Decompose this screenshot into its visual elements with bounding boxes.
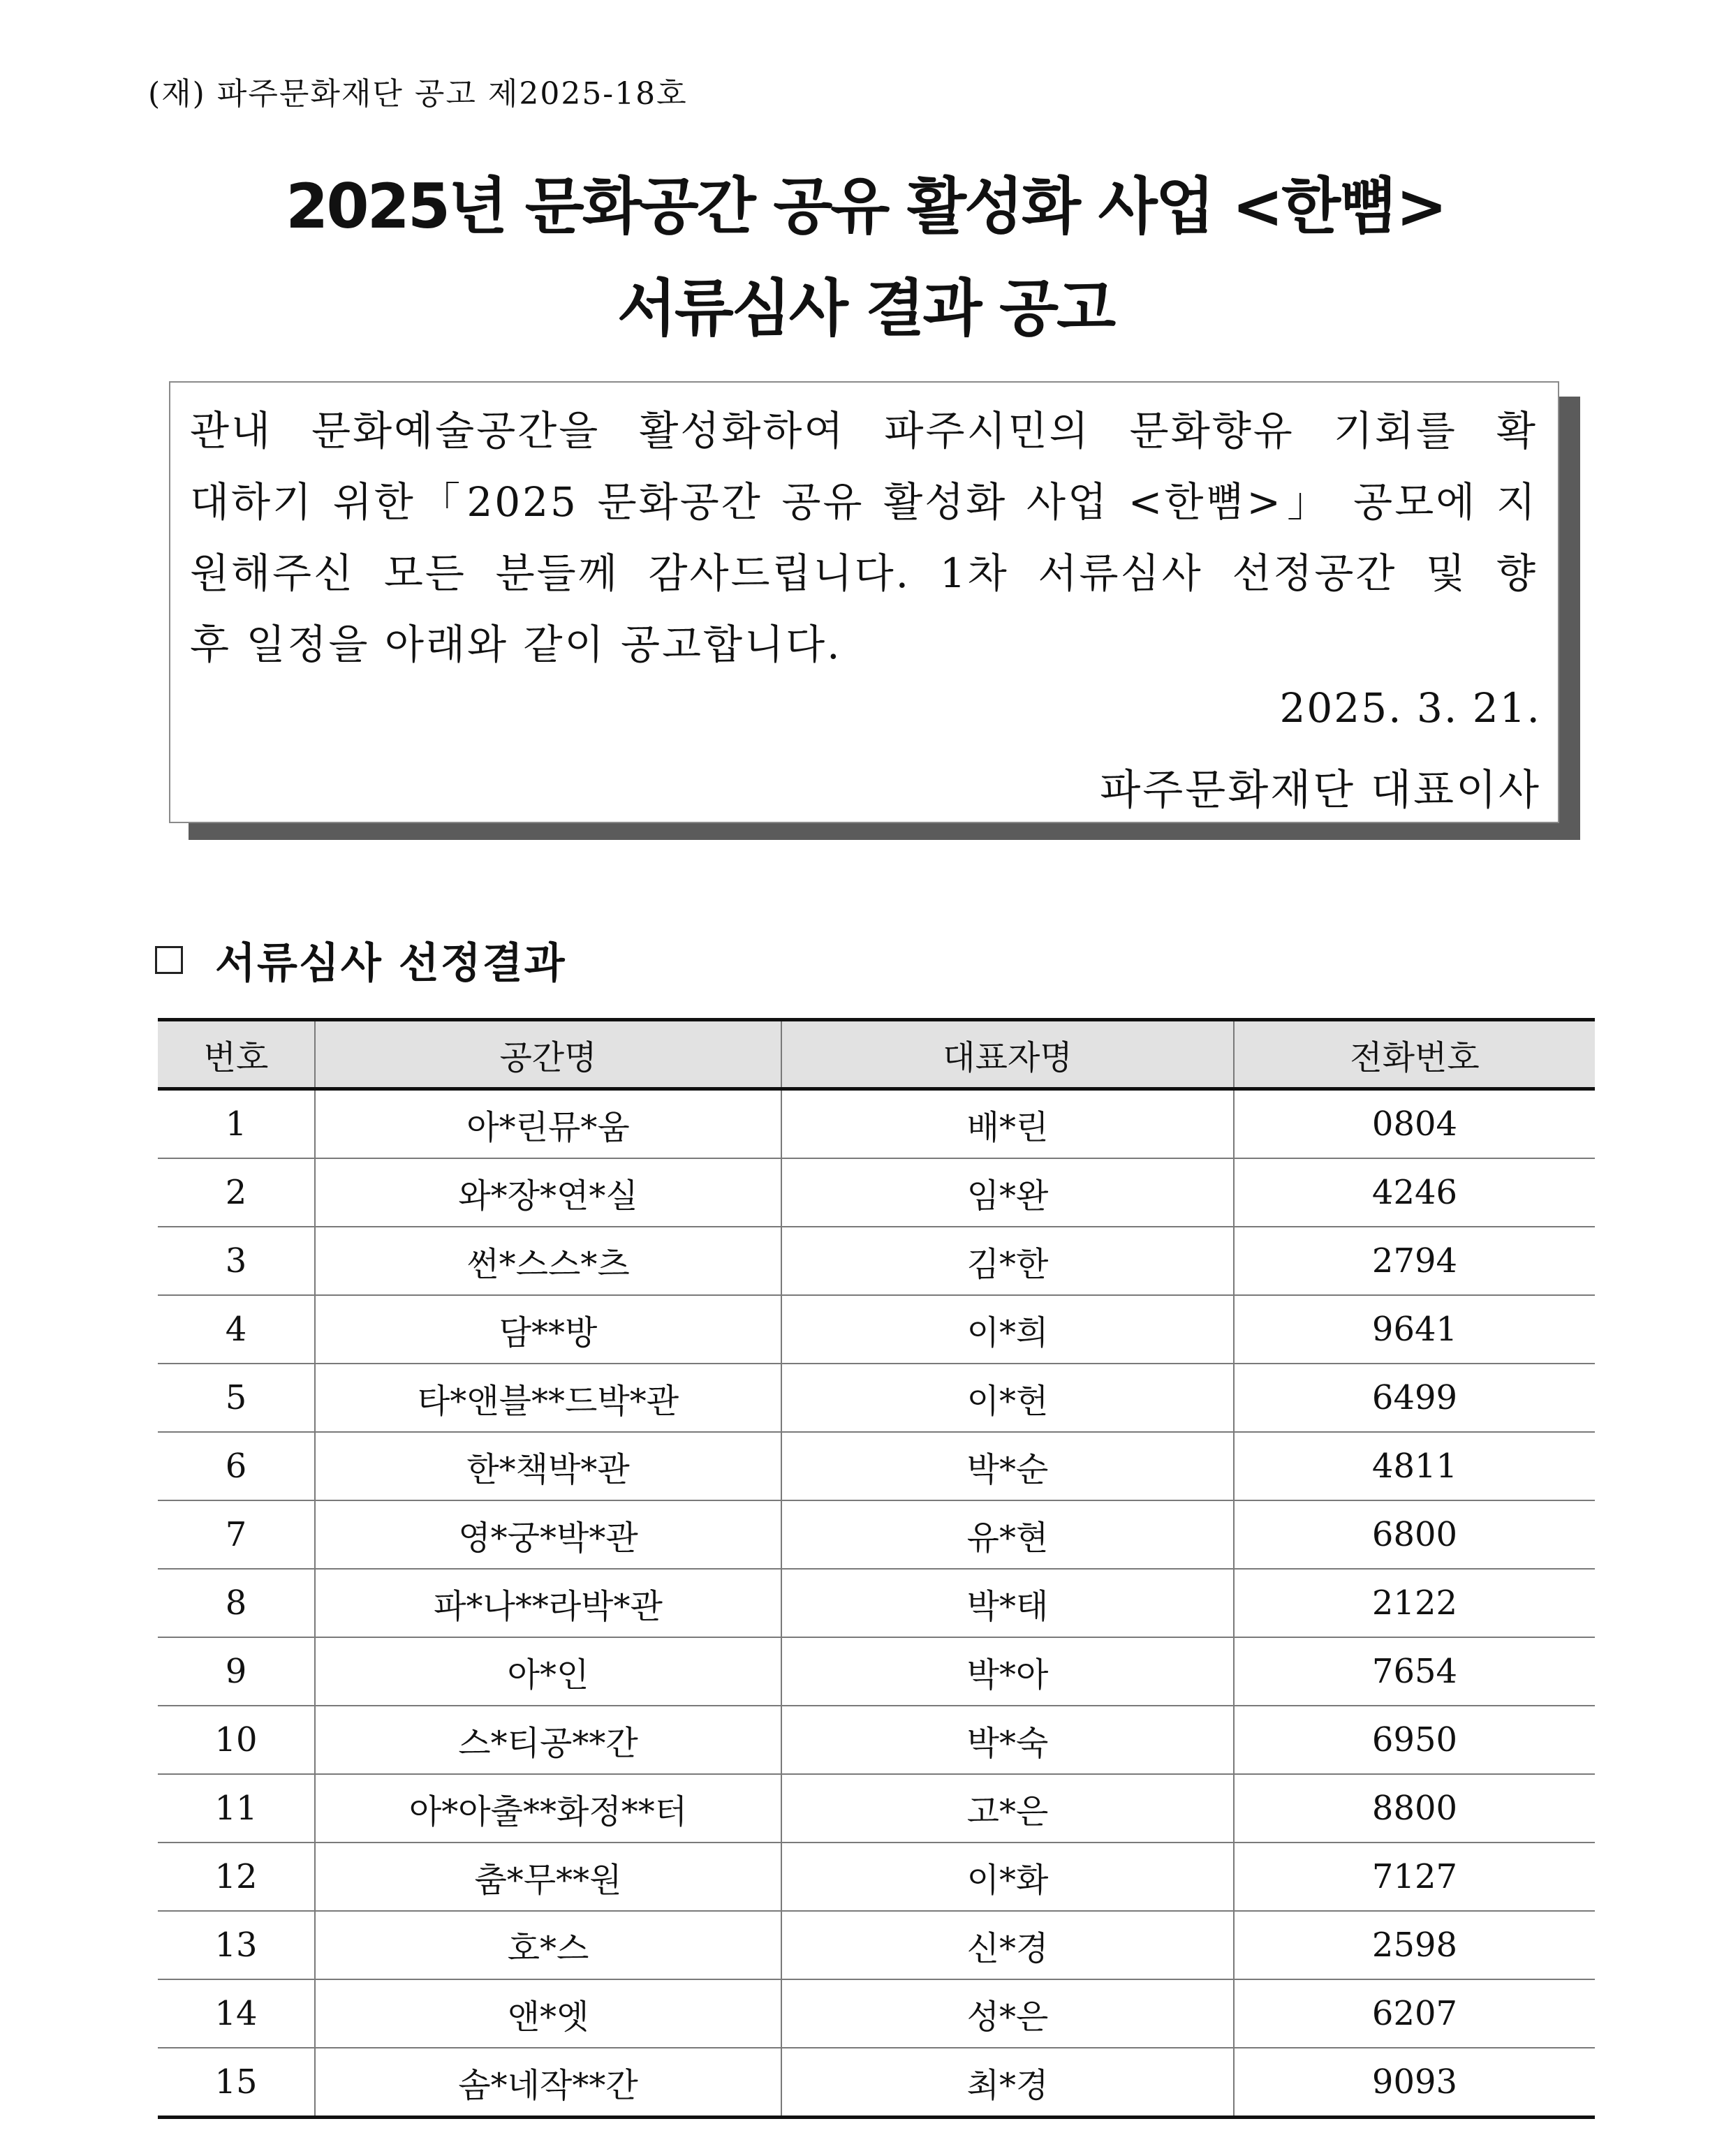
table-row [158, 1500, 1595, 1569]
table-row [158, 1637, 1595, 1706]
cell-phone: 6800 [1234, 1500, 1595, 1569]
cell-representative: 박*아 [781, 1637, 1234, 1706]
cell-space-name: 솜*네작**간 [315, 2048, 781, 2118]
intro-box [169, 381, 1559, 823]
header-space-name: 공간명 [315, 1020, 781, 1089]
cell-number: 1 [158, 1089, 315, 1159]
cell-representative: 최*경 [781, 2048, 1234, 2118]
cell-phone: 2598 [1234, 1911, 1595, 1979]
table-row [158, 1979, 1595, 2048]
section-heading [155, 930, 566, 990]
table-row [158, 1911, 1595, 1979]
cell-representative: 성*은 [781, 1979, 1234, 2048]
table-row [158, 1569, 1595, 1637]
cell-phone: 4811 [1234, 1432, 1595, 1500]
table-row [158, 1364, 1595, 1432]
cell-phone: 6499 [1234, 1364, 1595, 1432]
cell-number: 14 [158, 1979, 315, 2048]
cell-phone: 0804 [1234, 1089, 1595, 1159]
cell-space-name: 호*스 [315, 1911, 781, 1979]
cell-number: 5 [158, 1364, 315, 1432]
result-table [158, 1018, 1595, 2119]
header-representative: 대표자명 [781, 1020, 1234, 1089]
cell-phone: 7127 [1234, 1843, 1595, 1911]
table-row [158, 2048, 1595, 2118]
intro-text [190, 395, 1538, 680]
table-row [158, 1774, 1595, 1843]
table-header-row [158, 1020, 1595, 1089]
table-row [158, 1295, 1595, 1364]
intro-line: 원해주신 모든 분들께 감사드립니다. 1차 서류심사 선정공간 및 향 [190, 549, 1538, 597]
cell-phone: 2122 [1234, 1569, 1595, 1637]
notice-number: (재) 파주문화재단 공고 제2025-18호 [148, 76, 688, 112]
cell-space-name: 아*아출**화정**터 [315, 1774, 781, 1843]
table-row [158, 1089, 1595, 1159]
section-title: 서류심사 선정결과 [215, 939, 566, 988]
page-title-line-1: 2025년 문화공간 공유 활성화 사업 <한뼘> [286, 170, 1445, 242]
intro-line: 후 일정을 아래와 같이 공고합니다. [190, 621, 842, 668]
cell-phone: 9641 [1234, 1295, 1595, 1364]
cell-space-name: 파*나**라박*관 [315, 1569, 781, 1637]
cell-number: 2 [158, 1158, 315, 1227]
cell-phone: 8800 [1234, 1774, 1595, 1843]
header-phone: 전화번호 [1234, 1020, 1595, 1089]
checkbox-icon [155, 946, 183, 974]
cell-space-name: 담**방 [315, 1295, 781, 1364]
cell-number: 12 [158, 1843, 315, 1911]
cell-representative: 유*현 [781, 1500, 1234, 1569]
cell-number: 9 [158, 1637, 315, 1706]
intro-line: 관내 문화예술공간을 활성화하여 파주시민의 문화향유 기회를 확 [190, 407, 1538, 455]
cell-number: 6 [158, 1432, 315, 1500]
cell-number: 8 [158, 1569, 315, 1637]
cell-number: 15 [158, 2048, 315, 2118]
cell-representative: 박*순 [781, 1432, 1234, 1500]
cell-space-name: 한*책박*관 [315, 1432, 781, 1500]
cell-phone: 4246 [1234, 1158, 1595, 1227]
cell-phone: 7654 [1234, 1637, 1595, 1706]
cell-number: 3 [158, 1227, 315, 1295]
cell-space-name: 영*궁*박*관 [315, 1500, 781, 1569]
table-body [158, 1089, 1595, 2118]
header-number: 번호 [158, 1020, 315, 1089]
table-row [158, 1158, 1595, 1227]
page-title-line-2: 서류심사 결과 공고 [617, 272, 1114, 344]
cell-representative: 배*린 [781, 1089, 1234, 1159]
table-row [158, 1227, 1595, 1295]
cell-number: 7 [158, 1500, 315, 1569]
table-row [158, 1843, 1595, 1911]
cell-space-name: 와*장*연*실 [315, 1158, 781, 1227]
notice-signature: 파주문화재단 대표이사 [1100, 766, 1541, 815]
cell-space-name: 아*인 [315, 1637, 781, 1706]
cell-number: 4 [158, 1295, 315, 1364]
cell-space-name: 앤*엣 [315, 1979, 781, 2048]
cell-number: 10 [158, 1706, 315, 1774]
cell-representative: 임*완 [781, 1158, 1234, 1227]
cell-representative: 박*숙 [781, 1706, 1234, 1774]
table-row [158, 1432, 1595, 1500]
cell-space-name: 춤*무**원 [315, 1843, 781, 1911]
cell-representative: 고*은 [781, 1774, 1234, 1843]
table-row [158, 1706, 1595, 1774]
cell-space-name: 스*티공**간 [315, 1706, 781, 1774]
cell-phone: 9093 [1234, 2048, 1595, 2118]
cell-phone: 2794 [1234, 1227, 1595, 1295]
cell-representative: 박*태 [781, 1569, 1234, 1637]
cell-number: 13 [158, 1911, 315, 1979]
cell-representative: 신*경 [781, 1911, 1234, 1979]
cell-phone: 6207 [1234, 1979, 1595, 2048]
intro-line: 대하기 위한「2025 문화공간 공유 활성화 사업 <한뼘>」 공모에 지 [190, 478, 1538, 526]
cell-number: 11 [158, 1774, 315, 1843]
cell-phone: 6950 [1234, 1706, 1595, 1774]
cell-representative: 이*헌 [781, 1364, 1234, 1432]
cell-space-name: 아*린뮤*움 [315, 1089, 781, 1159]
cell-representative: 김*한 [781, 1227, 1234, 1295]
cell-representative: 이*희 [781, 1295, 1234, 1364]
notice-date: 2025. 3. 21. [1279, 684, 1541, 732]
cell-representative: 이*화 [781, 1843, 1234, 1911]
cell-space-name: 타*앤블**드박*관 [315, 1364, 781, 1432]
cell-space-name: 썬*스스*츠 [315, 1227, 781, 1295]
